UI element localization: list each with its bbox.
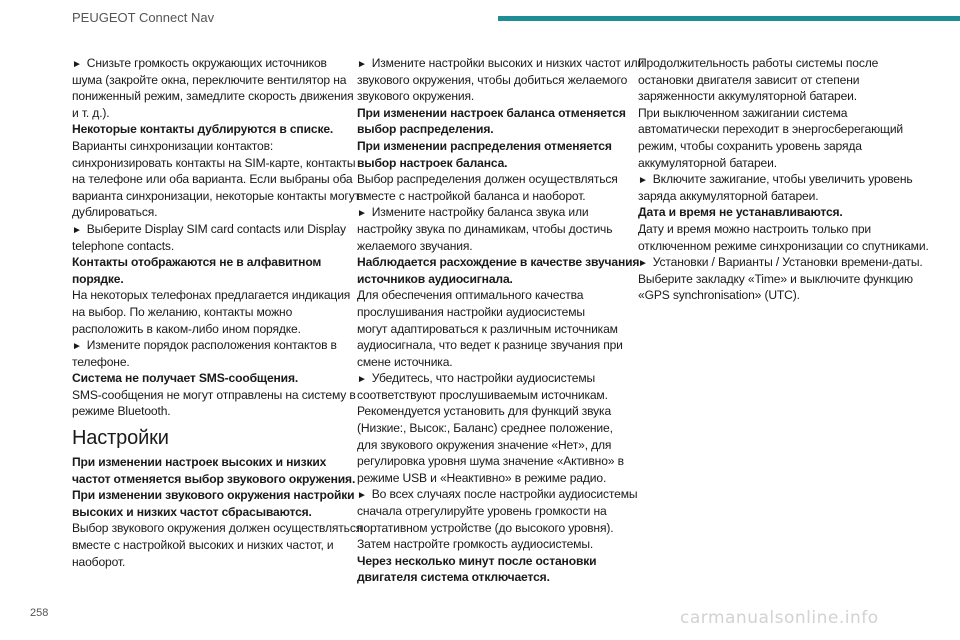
body-text-line xyxy=(72,304,344,321)
body-text-line xyxy=(357,387,633,404)
body-text-line xyxy=(72,387,356,404)
line-text: Измените настройки высоких и низких частот или xyxy=(371,56,645,70)
line-text: режиме USB и «Неактивно» в режиме радио. xyxy=(357,470,607,485)
body-text-line xyxy=(357,370,633,387)
body-text-line xyxy=(357,536,633,553)
body-text-line xyxy=(72,520,363,537)
bullet-arrow-icon: ► xyxy=(72,341,82,353)
body-text-line xyxy=(72,204,344,221)
body-text-line xyxy=(357,72,633,89)
line-text: «GPS synchronisation» (UTC). xyxy=(638,288,800,303)
line-text: Измените настройку баланса звука или xyxy=(371,205,589,220)
body-text-line xyxy=(638,155,928,172)
line-text: При изменении распределения отменяется xyxy=(357,138,612,153)
line-text: Убедитесь, что настройки аудиосистемы xyxy=(371,371,596,386)
line-text: Дату и время можно настроить только при xyxy=(638,221,872,236)
bullet-arrow-icon: ► xyxy=(638,258,648,270)
line-text: остановки двигателя зависит от степени xyxy=(638,72,860,87)
line-text: частот отменяется выбор звукового окружения. xyxy=(72,471,356,486)
body-text-line xyxy=(357,470,633,487)
body-text-line xyxy=(638,221,928,238)
body-text-line xyxy=(72,403,344,420)
line-text: на выбор. По желанию, контакты можно xyxy=(72,304,293,319)
bullet-arrow-icon: ► xyxy=(357,59,367,70)
line-text: шума (закройте окна, переключите вентилятор на xyxy=(72,72,347,87)
body-text-line xyxy=(72,354,344,371)
body-text-line xyxy=(72,72,347,89)
body-text-line xyxy=(357,238,633,255)
body-text-line xyxy=(638,271,928,288)
watermark: carmanualsonline.info xyxy=(680,608,879,628)
line-text: Система не получает SMS-сообщения. xyxy=(72,371,299,386)
line-text: На некоторых телефонах предлагается индикация xyxy=(72,288,351,303)
body-text-line xyxy=(638,254,928,271)
line-text: расположить в каком-либо ином порядке. xyxy=(72,321,301,336)
page-number: 258 xyxy=(30,607,49,619)
body-text-line xyxy=(72,88,354,105)
line-text: режим, чтобы сохранить уровень заряда xyxy=(638,138,862,153)
line-text: При изменении настроек баланса отменяется xyxy=(357,105,626,120)
body-text-line xyxy=(357,304,633,321)
line-text: заряда аккумуляторной батареи. xyxy=(638,188,819,203)
body-text-line xyxy=(72,287,351,304)
bullet-arrow-icon: ► xyxy=(72,59,82,70)
body-text-line xyxy=(72,321,344,338)
line-text: Настройки xyxy=(72,427,169,450)
body-text-line xyxy=(638,105,928,122)
body-text-line xyxy=(357,486,638,503)
subheading-line xyxy=(72,121,344,138)
line-text: для звукового окружения значение «Нет», для xyxy=(357,437,612,452)
line-text: портативном устройстве (до высокого уровня). xyxy=(357,520,614,535)
text-column-1 xyxy=(72,55,363,570)
body-text-line xyxy=(357,204,633,221)
line-text: желаемого звучания. xyxy=(357,238,473,253)
line-text: звукового окружения, чтобы добиться желаемого xyxy=(357,72,628,87)
line-text: Включите зажигание, чтобы увеличить уровень xyxy=(652,172,913,187)
line-text: наоборот. xyxy=(72,554,126,569)
line-text: Выберите закладку «Time» и выключите функцию xyxy=(638,271,913,286)
line-text: Через несколько минут после остановки xyxy=(357,553,597,568)
body-text-line xyxy=(72,155,356,172)
body-text-line xyxy=(638,55,928,72)
body-text-line xyxy=(357,354,633,371)
line-text: Установки / Варианты / Установки времени-даты. xyxy=(652,255,923,270)
line-text: отключенном режиме синхронизации со спутниками. xyxy=(638,238,929,253)
body-text-line xyxy=(357,520,633,537)
body-text-line xyxy=(357,437,633,454)
body-text-line xyxy=(72,238,344,255)
line-text: Рекомендуется установить для функций звука xyxy=(357,404,612,419)
line-text: порядке. xyxy=(72,271,124,286)
section-heading xyxy=(72,423,344,453)
header-accent-bar xyxy=(498,16,960,21)
line-text: Затем настройте громкость аудиосистемы. xyxy=(357,537,594,552)
body-text-line xyxy=(72,188,360,205)
body-text-line xyxy=(638,171,928,188)
line-text: Выбор распределения должен осуществляться xyxy=(357,172,618,187)
subheading-line xyxy=(357,254,640,271)
line-text: При изменении настроек высоких и низких xyxy=(72,455,327,470)
body-text-line xyxy=(357,221,633,238)
body-text-line xyxy=(638,238,928,255)
body-text-line xyxy=(72,537,344,554)
body-text-line xyxy=(357,403,633,420)
subheading-line xyxy=(72,471,356,488)
bullet-arrow-icon: ► xyxy=(357,208,367,220)
body-text-line xyxy=(357,188,633,205)
line-text: источников аудиосигнала. xyxy=(357,271,513,286)
body-text-line xyxy=(72,337,344,354)
subheading-line xyxy=(357,138,633,155)
subheading-line xyxy=(357,155,633,172)
body-text-line xyxy=(357,337,633,354)
body-text-line xyxy=(357,88,633,105)
body-text-line xyxy=(638,188,928,205)
body-text-line xyxy=(357,420,633,437)
line-text: Снизьте громкость окружающих источников xyxy=(86,56,327,70)
body-text-line xyxy=(357,55,645,72)
line-text: звукового окружения. xyxy=(357,89,475,104)
line-text: Для обеспечения оптимального качества xyxy=(357,288,584,303)
bullet-arrow-icon: ► xyxy=(638,175,648,187)
line-text: Во всех случаях после настройки аудиосистемы xyxy=(371,487,638,502)
line-text: высоких и низких частот сбрасываются. xyxy=(72,504,312,519)
line-text: При изменении звукового окружения настройки xyxy=(72,488,355,503)
line-text: смене источника. xyxy=(357,354,453,369)
line-text: регулировка уровня шума значение «Активно» в xyxy=(357,454,624,469)
body-text-line xyxy=(72,554,344,571)
subheading-line xyxy=(72,254,344,271)
text-column-3 xyxy=(638,55,928,304)
bullet-arrow-icon: ► xyxy=(357,374,367,386)
body-text-line xyxy=(357,321,633,338)
line-text: соответствуют прослушиваемым источникам. xyxy=(357,387,608,402)
body-text-line xyxy=(72,221,344,238)
line-text: вместе с настройкой высоких и низких частот, и xyxy=(72,538,334,553)
line-text: Дата и время не устанавливаются. xyxy=(638,205,843,220)
body-text-line xyxy=(357,503,633,520)
line-text: Контакты отображаются не в алфавитном xyxy=(72,255,322,270)
line-text: вместе с настройкой баланса и наоборот. xyxy=(357,188,586,203)
line-text: SMS-сообщения не могут отправлены на систему в xyxy=(72,387,356,402)
body-text-line xyxy=(638,138,928,155)
line-text: Наблюдается расхождение в качестве звучания xyxy=(357,255,640,270)
line-text: Продолжительность работы системы после xyxy=(638,56,879,70)
line-text: Варианты синхронизации контактов: xyxy=(72,138,274,153)
body-text-line xyxy=(72,171,353,188)
body-text-line xyxy=(72,138,344,155)
subheading-line xyxy=(72,271,344,288)
line-text: При выключенном зажигании система xyxy=(638,105,848,120)
line-text: Выберите Display SIM card contacts или Display xyxy=(86,221,346,236)
line-text: и т. д.). xyxy=(72,105,110,120)
line-text: telephone contacts. xyxy=(72,238,175,253)
subheading-line xyxy=(357,105,633,122)
line-text: двигателя система отключается. xyxy=(357,570,550,585)
line-text: настройку звука по динамикам, чтобы достичь xyxy=(357,221,613,236)
body-text-line xyxy=(638,88,928,105)
line-text: Выбор звукового окружения должен осуществляться xyxy=(72,521,363,536)
line-text: Некоторые контакты дублируются в списке. xyxy=(72,122,334,137)
line-text: телефоне. xyxy=(72,354,130,369)
subheading-line xyxy=(357,569,633,586)
line-text: синхронизировать контакты на SIM-карте, контакты xyxy=(72,155,356,170)
text-column-2 xyxy=(357,55,645,586)
line-text: пониженный режим, замедлите скорость движения xyxy=(72,89,354,104)
subheading-line xyxy=(72,454,344,471)
subheading-line xyxy=(357,121,633,138)
subheading-line xyxy=(72,504,344,521)
header-title: PEUGEOT Connect Nav xyxy=(72,10,215,25)
subheading-line xyxy=(72,370,344,387)
line-text: на телефоне или оба варианта. Если выбраны оба xyxy=(72,172,353,187)
body-text-line xyxy=(357,171,633,188)
line-text: заряженности аккумуляторной батареи. xyxy=(638,89,857,104)
bullet-arrow-icon: ► xyxy=(357,490,367,502)
line-text: Измените порядок расположения контактов в xyxy=(86,338,337,353)
body-text-line xyxy=(357,453,633,470)
line-text: варианта синхронизации, некоторые контакты могут xyxy=(72,188,360,203)
line-text: автоматически переходит в энергосберегающий xyxy=(638,122,904,137)
bullet-arrow-icon: ► xyxy=(72,224,82,236)
body-text-line xyxy=(72,105,344,122)
body-text-line xyxy=(638,72,928,89)
line-text: выбор распределения. xyxy=(357,122,494,137)
line-text: режиме Bluetooth. xyxy=(72,404,171,419)
body-text-line xyxy=(72,55,344,72)
subheading-line xyxy=(638,204,928,221)
line-text: могут адаптироваться к различным источникам xyxy=(357,321,618,336)
subheading-line xyxy=(357,553,633,570)
body-text-line xyxy=(638,287,928,304)
line-text: прослушивания настройки аудиосистемы xyxy=(357,304,585,319)
line-text: (Низкие:, Высок:, Баланс) среднее положение, xyxy=(357,421,613,436)
line-text: сначала отрегулируйте уровень громкости на xyxy=(357,504,607,519)
line-text: аккумуляторной батареи. xyxy=(638,155,777,170)
subheading-line xyxy=(357,271,633,288)
line-text: выбор настроек баланса. xyxy=(357,155,508,170)
line-text: дублироваться. xyxy=(72,205,158,220)
subheading-line xyxy=(72,487,355,504)
body-text-line xyxy=(357,287,633,304)
body-text-line xyxy=(638,121,928,138)
line-text: аудиосигнала, что ведет к разнице звучания при xyxy=(357,338,623,353)
